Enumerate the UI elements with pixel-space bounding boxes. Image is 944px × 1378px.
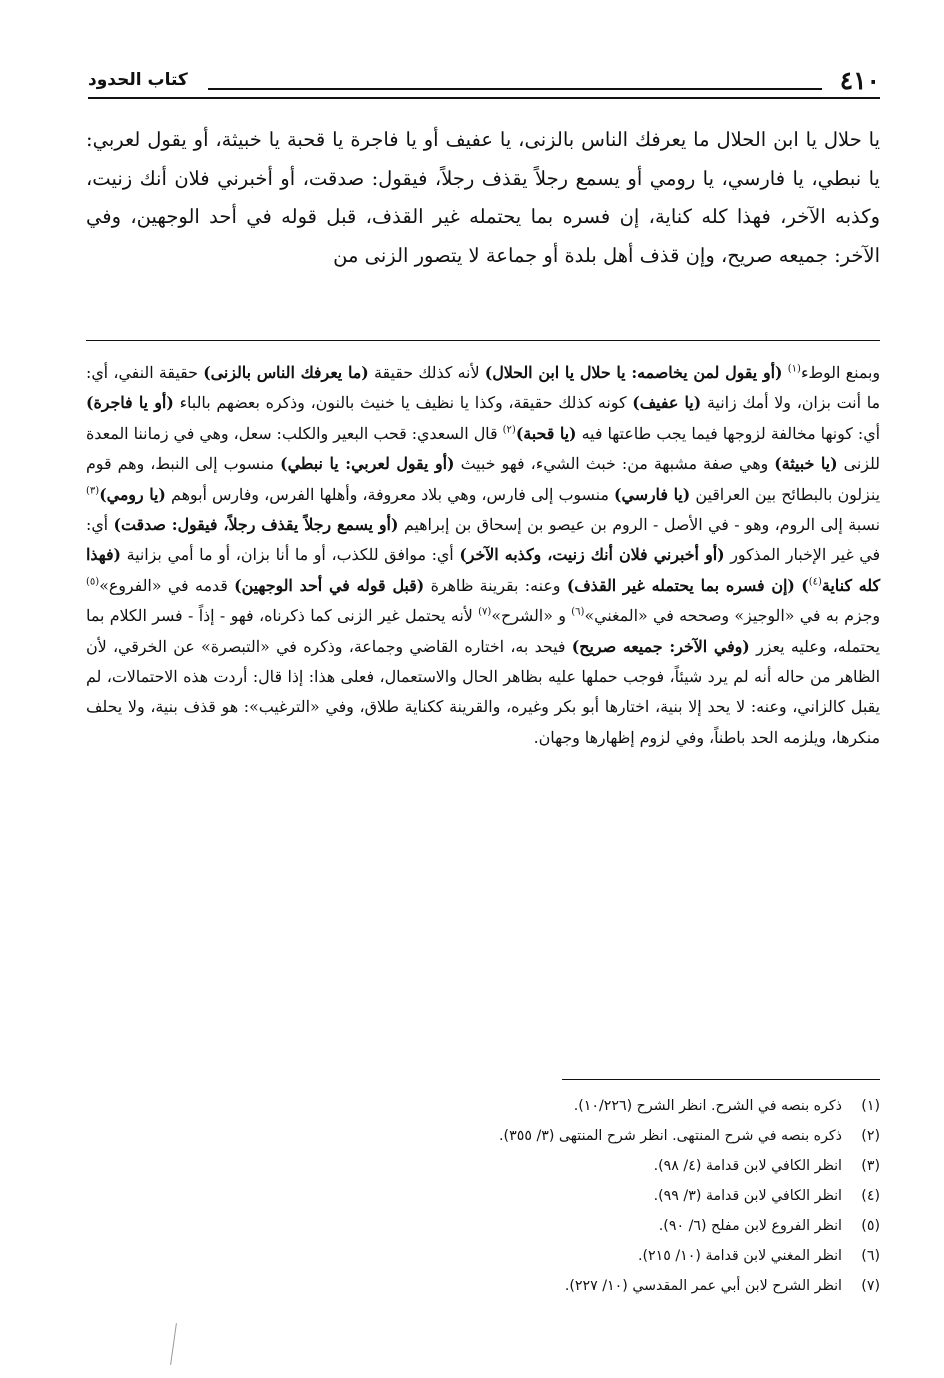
commentary-segment: وهي صفة مشبهة من: خبث الشيء، فهو خبيث bbox=[454, 454, 775, 474]
footnote-text: انظر الكافي لابن قدامة (٣/ ٩٩). bbox=[653, 1188, 842, 1204]
main-text bbox=[86, 121, 880, 275]
commentary-segment: و «الشرح» bbox=[491, 606, 572, 626]
header-underline bbox=[88, 97, 880, 99]
footnote-item bbox=[86, 1181, 880, 1211]
commentary-segment: منسوب إلى النبط، وهم قوم ينزلون بالبطائح بين العراقين bbox=[86, 454, 880, 504]
scan-pen-mark bbox=[170, 1323, 177, 1365]
footnote-text: ذكره بنصه في الشرح. انظر الشرح (١٠/٢٢٦). bbox=[573, 1098, 842, 1114]
footnote-number: (٢) bbox=[861, 1128, 880, 1144]
quoted-matn: ) bbox=[801, 575, 809, 595]
commentary-segment: حقيقة النفي، أي: ما أنت بزان، ولا أمك زانية bbox=[86, 363, 881, 413]
footnote-number: (٤) bbox=[861, 1188, 880, 1204]
footnote-ref: (٣) bbox=[86, 485, 100, 497]
commentary-segment: لأنه يحتمل غير الزنى كما ذكرناه، فهو - إذاً - فسر الكلام بما يحتمله، وعليه يعزر bbox=[86, 606, 880, 656]
quoted-matn: (قبل قوله في أحد الوجهين) bbox=[234, 575, 425, 595]
main-paragraph: يا حلال يا ابن الحلال ما يعرفك الناس بالزنى، يا عفيف أو يا فاجرة يا قحبة يا خبيثة، أو يقول لعربي: يا نبطي، يا فارسي، يا رومي أو يسمع رجلاً يقذف رجلاً، فيقول: صدقت، أو أخبرني فلان أنك زنيت، وكذبه الآخر، فهذا كله كناية، إن فسره بما يحتمله غير القذف، قبل قوله في أحد الوجهين، وفي الآخر: جميعه صريح، وإن قذف أهل بلدة أو جماعة لا يتصور الزنى من bbox=[86, 128, 880, 267]
footnote-item bbox=[86, 1271, 880, 1301]
quoted-matn: (يا فارسي) bbox=[614, 484, 691, 504]
footnote-number: (٦) bbox=[861, 1248, 880, 1264]
footnote-text: انظر الشرح لابن أبي عمر المقدسي (١٠/ ٢٢٧). bbox=[564, 1278, 842, 1294]
footnote-number: (١) bbox=[861, 1098, 880, 1114]
footnote-item bbox=[86, 1151, 880, 1181]
footnote-item bbox=[86, 1121, 880, 1151]
commentary-segment: قال السعدي: قحب البعير والكلب: سعل، وهي في زماننا المعدة للزنى bbox=[86, 423, 880, 474]
footnote-rule bbox=[562, 1079, 880, 1080]
footnote-ref: (١) bbox=[787, 363, 801, 375]
footnote-number: (٥) bbox=[861, 1218, 880, 1234]
commentary-segment: نسبة إلى الروم، وهو - في الأصل - الروم بن عيصو بن إسحاق بن إبراهيم bbox=[398, 515, 880, 535]
commentary-segment: قدمه في «الفروع» bbox=[99, 575, 235, 595]
quoted-matn: (يا رومي) bbox=[99, 484, 166, 504]
quoted-matn: (يا خبيثة) bbox=[774, 454, 838, 474]
footnote-text: ذكره بنصه في شرح المنتهى. انظر شرح المنتهى (٣/ ٣٥٥). bbox=[499, 1128, 842, 1144]
section-separator bbox=[86, 340, 880, 341]
footnote-text: انظر الكافي لابن قدامة (٤/ ٩٨). bbox=[653, 1158, 842, 1174]
quoted-matn: (أو يسمع رجلاً يقذف رجلاً، فيقول: صدقت) bbox=[113, 515, 399, 535]
quoted-matn: (يا قحبة) bbox=[515, 423, 577, 443]
commentary-segment: وعنه: بقرينة ظاهرة bbox=[424, 575, 567, 595]
page-number: ٤١٠ bbox=[839, 66, 880, 95]
quoted-matn: (أو يقول لعربي: يا نبطي) bbox=[280, 454, 455, 474]
footnote-ref: (٧) bbox=[478, 606, 492, 618]
commentary-segment: وبمنع الوطء bbox=[800, 363, 880, 382]
commentary-segment: منسوب إلى فارس، وهي بلاد معروفة، وأهلها الفرس، وفارس أبوهم bbox=[165, 484, 615, 504]
quoted-matn: (أو يا فاجرة) bbox=[86, 393, 174, 413]
quoted-matn: (إن فسره بما يحتمله غير القذف) bbox=[566, 575, 795, 595]
book-title: كتاب الحدود bbox=[88, 70, 188, 90]
commentary-segment: أي: في غير الإخبار المذكور bbox=[86, 515, 880, 565]
commentary-segment: أي: كونها مخالفة لزوجها فيما يجب طاعتها فيه bbox=[576, 423, 880, 443]
quoted-matn: (أو يقول لمن يخاصمه: يا حلال يا ابن الحلال) bbox=[484, 363, 783, 382]
page-header bbox=[88, 64, 880, 98]
commentary-segment: كونه كذلك حقيقة، وكذا يا نظيف يا خنيث بالنون، وذكره بعضهم بالباء bbox=[173, 393, 633, 413]
footnote-item bbox=[86, 1241, 880, 1271]
quoted-matn: (وفي الآخر: جميعه صريح) bbox=[571, 636, 750, 656]
quoted-matn: (ما يعرفك الناس بالزنى) bbox=[203, 363, 369, 382]
header-rule bbox=[208, 88, 822, 90]
commentary-segment: وجزم به في «الوجيز» وصححه في «المغني» bbox=[584, 606, 880, 626]
footnote-text: انظر المغني لابن قدامة (١٠/ ٢١٥). bbox=[637, 1248, 842, 1264]
commentary-segment: فيحد به، اختاره القاضي وجماعة، وذكره في «التبصرة» عن الخرقي، لأن الظاهر من حاله أنه لم يرد شيئاً، فوجب حملها عليه بظاهر الحال والاستعمال، فعلى هذا: إذا قال: أردت هذه الاحتمالات، لم يقبل كالزاني، وعنه: لا يحد إلا بنية، اختارها أبو بكر وغيره، والقرينة ككناية طلاق، وفي «الترغيب»: هو قذف بنية، ولا يحلف منكرها، ويلزمه الحد باطناً، وفي لزوم إظهارها وجهان. bbox=[86, 636, 880, 747]
commentary-segment: لأنه كذلك حقيقة bbox=[368, 363, 485, 382]
footnote-ref: (٦) bbox=[571, 606, 585, 618]
footnote-number: (٧) bbox=[861, 1278, 880, 1294]
footnote-ref: (٥) bbox=[86, 576, 100, 588]
quoted-matn: (يا عفيف) bbox=[632, 393, 702, 413]
quoted-matn: (أو أخبرني فلان أنك زنيت، وكذبه الآخر) bbox=[459, 545, 725, 565]
footnote-item bbox=[86, 1091, 880, 1121]
footnote-text: انظر الفروع لابن مفلح (٦/ ٩٠). bbox=[658, 1218, 842, 1234]
quoted-matn: (فهذا كله كناية bbox=[86, 545, 880, 595]
footnote-number: (٣) bbox=[861, 1158, 880, 1174]
footnote-item bbox=[86, 1211, 880, 1241]
commentary-segment: أي: موافق للكذب، أو ما أنا بزان، أو ما أمي بزانية bbox=[121, 545, 460, 565]
commentary-text bbox=[86, 358, 880, 753]
footnote-ref: (٢) bbox=[502, 424, 516, 436]
footnotes-list bbox=[86, 1091, 880, 1301]
footnote-ref: (٤) bbox=[808, 576, 822, 588]
